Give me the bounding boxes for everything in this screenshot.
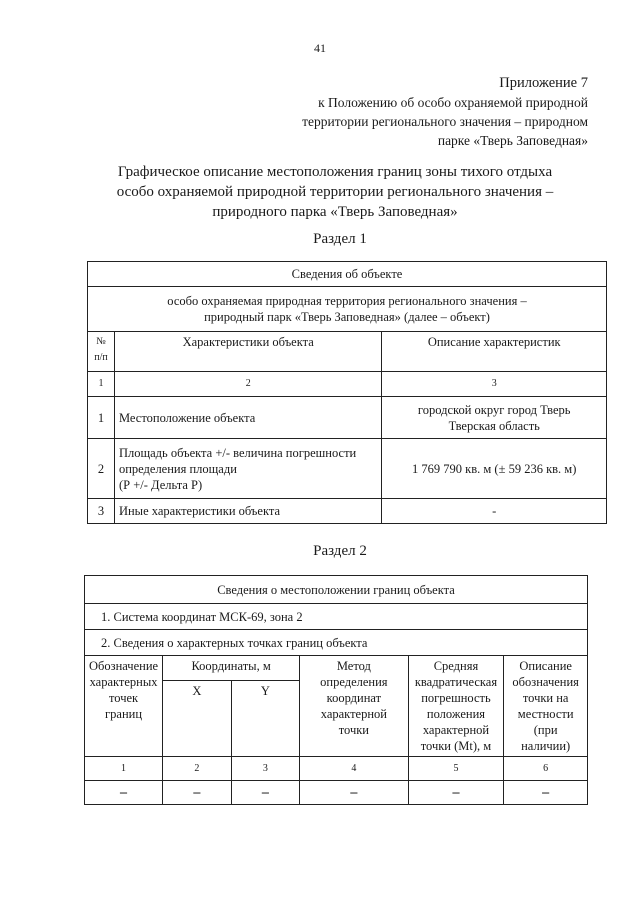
header-line: координат xyxy=(326,691,382,705)
header-line: характерных xyxy=(89,675,158,689)
boundary-points-table xyxy=(84,575,588,805)
object-name-line: особо охраняемая природная территория регионального значения – xyxy=(167,294,527,308)
header-line: Метод определения xyxy=(320,659,388,689)
header-line: квадратическая xyxy=(414,675,498,689)
dash-cell: – xyxy=(408,781,504,805)
header-line: характерной точки xyxy=(320,707,387,737)
table-row xyxy=(88,397,607,439)
dash-cell: – xyxy=(85,781,163,805)
dash-cell: – xyxy=(163,781,232,805)
header-x: X xyxy=(163,680,232,756)
object-info-table xyxy=(87,261,607,524)
header-line: наличии) xyxy=(521,739,571,753)
header-description: Описание характеристик xyxy=(382,332,607,372)
table-row xyxy=(85,781,588,805)
row-description xyxy=(382,397,607,439)
header-num xyxy=(88,332,115,372)
row-num: 3 xyxy=(88,499,115,524)
table-title: Сведения о местоположении границ объекта xyxy=(85,576,588,604)
index-cell: 6 xyxy=(504,757,588,781)
title-line: природного парка «Тверь Заповедная» xyxy=(212,204,458,220)
appendix-block xyxy=(302,74,588,150)
dash-cell: – xyxy=(231,781,300,805)
char-line: Площадь объекта +/- величина погрешности xyxy=(118,445,357,460)
header-line: точки (Мt), м xyxy=(420,739,492,753)
header-line: Средняя xyxy=(433,659,479,673)
page-number: 41 xyxy=(314,41,326,55)
header-line: точки на xyxy=(522,691,569,705)
index-cell: 5 xyxy=(408,757,504,781)
index-cell: 3 xyxy=(382,372,607,397)
header-num-line: № xyxy=(96,336,106,347)
header-line: местности xyxy=(517,707,574,721)
row-description: - xyxy=(382,499,607,524)
index-cell: 4 xyxy=(300,757,408,781)
desc-line: Тверская область xyxy=(448,418,540,433)
index-cell: 1 xyxy=(88,372,115,397)
header-coordinates: Координаты, м xyxy=(163,656,300,681)
header-num-line: п/п xyxy=(94,352,108,363)
header-line: точек xyxy=(108,691,139,705)
header-error xyxy=(408,656,504,757)
header-point-description xyxy=(504,656,588,757)
index-cell: 2 xyxy=(163,757,232,781)
index-cell: 3 xyxy=(231,757,300,781)
section2-heading: Раздел 2 xyxy=(313,543,367,559)
header-point-designation xyxy=(85,656,163,757)
title-line: Графическое описание местоположения границ зоны тихого отдыха xyxy=(117,164,553,180)
char-line: определения площади xyxy=(118,461,237,476)
object-name xyxy=(88,287,607,332)
title-line: особо охраняемой природной территории регионального значения – xyxy=(116,184,554,200)
char-line: (Р +/- Дельта Р) xyxy=(118,477,203,492)
object-name-line: природный парк «Тверь Заповедная» (далее – объект) xyxy=(204,310,490,324)
appendix-line: к Положению об особо охраняемой природной xyxy=(318,95,588,110)
boundary-points-info: 2. Сведения о характерных точках границ объекта xyxy=(85,630,588,656)
header-line: погрешность xyxy=(421,691,491,705)
header-line: характерной xyxy=(422,723,490,737)
header-line: (при xyxy=(533,723,558,737)
table-row xyxy=(88,499,607,524)
header-method xyxy=(300,656,408,757)
appendix-line: территории регионального значения – природном xyxy=(302,114,588,129)
document-title xyxy=(100,162,570,222)
header-line: обозначения xyxy=(512,675,579,689)
table-row xyxy=(88,439,607,499)
table-title: Сведения об объекте xyxy=(88,262,607,287)
section1-heading: Раздел 1 xyxy=(313,231,367,247)
header-characteristic: Характеристики объекта xyxy=(114,332,381,372)
dash-cell: – xyxy=(300,781,408,805)
row-characteristic: Местоположение объекта xyxy=(114,397,381,439)
row-characteristic: Иные характеристики объекта xyxy=(114,499,381,524)
header-line: положения xyxy=(426,707,486,721)
dash-cell: – xyxy=(504,781,588,805)
row-num: 2 xyxy=(88,439,115,499)
row-description: 1 769 790 кв. м (± 59 236 кв. м) xyxy=(382,439,607,499)
header-y: Y xyxy=(231,680,300,756)
header-line: Обозначение xyxy=(89,659,159,673)
appendix-line: Приложение 7 xyxy=(499,75,588,91)
index-cell: 1 xyxy=(85,757,163,781)
appendix-line: парке «Тверь Заповедная» xyxy=(437,133,588,148)
index-cell: 2 xyxy=(114,372,381,397)
row-characteristic xyxy=(114,439,381,499)
row-num: 1 xyxy=(88,397,115,439)
header-line: Описание xyxy=(519,659,572,673)
header-line: границ xyxy=(105,707,143,721)
desc-line: городской округ город Тверь xyxy=(417,402,571,417)
coordinate-system: 1. Система координат МСК-69, зона 2 xyxy=(85,604,588,630)
